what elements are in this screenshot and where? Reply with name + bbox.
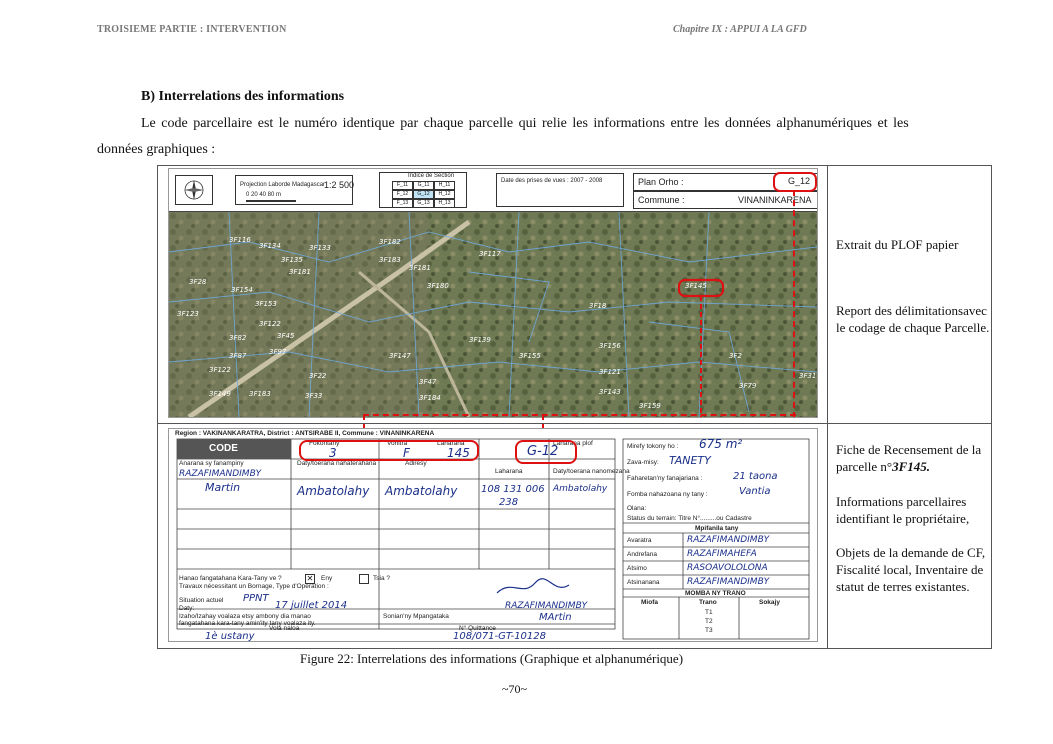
zava-label: Zava-misy: [627, 459, 659, 466]
atsinanana-label: Atsinanana [627, 579, 660, 586]
parcel-label: 3F182 [379, 238, 401, 246]
signer-name: RAZAFIMANDIMBY [505, 601, 588, 611]
parcel-label: 3F154 [231, 286, 253, 294]
cin-place: Ambatolahy [553, 484, 608, 494]
declaration-line-1: Izaho/Izahay voalaza etsy ambony dia manao [179, 613, 311, 620]
index-cell-g_13: G_13 [413, 199, 434, 208]
parcel-label: 3F145 [685, 282, 707, 290]
index-cell-g_11: G_11 [413, 181, 434, 190]
commune-value: VINANINKARENA [738, 195, 812, 205]
col-vohitra: Vohitra [387, 440, 408, 447]
parcel-label: 3F139 [469, 336, 491, 344]
val-planof: G-12 [527, 444, 559, 459]
t2-label: T2 [705, 618, 713, 625]
paragraph-line-2: données graphiques : [97, 142, 216, 157]
mirefy-value: 675 m² [699, 437, 743, 451]
parcel-label: 3F22 [309, 372, 327, 380]
index-cell-h_11: H_11 [434, 181, 455, 190]
date-label: Date des prises de vues : 2007 - 2008 [501, 178, 603, 184]
scalebar-label: 0 20 40 80 m [246, 192, 282, 198]
parcel-label: 3F153 [255, 300, 277, 308]
form-region-line: Region : VAKINANKARATRA, District : ANTSIRABE II, Commune : VINANINKARENA [175, 430, 435, 437]
side-label-extrait: Extrait du PLOF papier [836, 237, 959, 252]
code-highlight [299, 440, 479, 461]
atsimo-label: Atsimo [627, 565, 647, 572]
andrefana-value: RAZAFIMAHEFA [687, 549, 757, 559]
index-cell-f_12: F_12 [392, 190, 413, 199]
commune-label: Commune : [638, 195, 685, 205]
scalebar [246, 200, 296, 202]
parcel-label: 3F133 [309, 244, 331, 252]
connector-line [793, 190, 795, 418]
parcel-label: 3F180 [427, 282, 449, 290]
parcel-label: 3F121 [599, 368, 621, 376]
side-label-objets: Objets de la demande de CF, Fiscalité local, Inventaire de statut de terres existantes. [836, 545, 986, 594]
parcel-label: 3F122 [209, 366, 231, 374]
parcel-label: 3F156 [599, 342, 621, 350]
signature-scribble [493, 577, 573, 599]
parcel-label: 3F184 [419, 394, 441, 402]
parcel-label: 3F45 [277, 332, 295, 340]
aerial-photo [169, 212, 817, 417]
trano-label: Trano [699, 599, 717, 606]
plof-map-extract [168, 168, 818, 418]
cin-number-2: 238 [499, 497, 519, 508]
plof-code-highlight [515, 440, 577, 464]
daty-label-2: Daty: [179, 605, 195, 612]
owner-first-name: Martin [205, 481, 241, 494]
scale-box [235, 175, 353, 205]
sokajy-label: Sokajy [759, 599, 780, 606]
parcel-label: 3F28 [189, 278, 207, 286]
parcel-label: 3F122 [259, 320, 281, 328]
parcel-label: 3F149 [209, 390, 231, 398]
atsimo-value: RASOAVOLOLONA [687, 563, 768, 573]
situation-label: Situation actuel [179, 597, 224, 604]
cin-number: 108 131 006 [481, 484, 545, 495]
signature-label: Sonian'ny Mpangataka [383, 613, 449, 620]
vola-value: 1è ustany [205, 631, 255, 642]
laharana-label-2: Laharana [495, 468, 523, 475]
andrefana-label: Andrefana [627, 551, 657, 558]
val-vohitra: F [403, 446, 410, 460]
adiresy-label: Adiresy [405, 460, 427, 467]
side-label-fiche [836, 441, 996, 475]
plan-label: Plan Orho : [638, 177, 684, 187]
travaux-label: Travaux nécessitant un Bornage, Type d'Opération : [179, 583, 329, 590]
plan-g12-highlight [773, 172, 817, 192]
fomba-value: Vantia [739, 486, 771, 497]
situation-value: PPNT [243, 593, 269, 604]
avaratra-value: RAZAFIMANDIMBY [687, 535, 770, 545]
figure-divider-horizontal [158, 423, 991, 424]
index-title: Indice de Section [408, 173, 455, 179]
bornage-question: Hanao fangatahana Kara-Tany ve ? [179, 575, 282, 582]
header-left: TROISIEME PARTIE : INTERVENTION [97, 24, 287, 35]
birth-place: Ambatolahy [297, 484, 370, 498]
figure-table [157, 165, 992, 649]
section-index-box [379, 172, 467, 208]
parcel-label: 3F82 [229, 334, 247, 342]
section-title: B) Interrelations des informations [141, 89, 345, 104]
parcel-label: 3F134 [259, 242, 281, 250]
quittance-value: 108/071-GT-10128 [453, 631, 547, 642]
parcel-label: 3F18 [589, 302, 607, 310]
checkbox-tsia[interactable] [359, 574, 369, 584]
parcel-label: 3F87 [229, 352, 247, 360]
date-box [496, 173, 624, 207]
parcel-label: 3F31 [799, 372, 817, 380]
index-cell-f_11: F_11 [392, 181, 413, 190]
parcel-label: 3F33 [305, 392, 323, 400]
census-form [168, 428, 818, 642]
t1-label: T1 [705, 609, 713, 616]
olana-label: Olana: [627, 505, 647, 512]
connector-line-horizontal [363, 414, 796, 416]
col-laharana: Laharana [437, 440, 465, 447]
fahare-label: Faharetan'ny fanajariana : [627, 475, 703, 482]
datytoerana-label: Daty/toerana nanomezana [553, 468, 630, 475]
daty-label: Daty/toerana nahaterahana [297, 460, 377, 467]
side-label-infos: Informations parcellaires identifiant le propriétaire, [836, 494, 970, 526]
index-cell-f_13: F_13 [392, 199, 413, 208]
header-right: Chapitre IX : APPUI A LA GFD [673, 24, 807, 35]
checkbox-eny[interactable]: ✕ [306, 574, 314, 583]
quittance-label: N° Quittance [459, 625, 496, 632]
parcel-label: 3F159 [639, 402, 661, 410]
commune-box [633, 191, 818, 209]
fahare-value: 21 taona [733, 471, 778, 482]
daty-value: 17 juillet 2014 [275, 600, 348, 611]
parcel-label: 3F135 [281, 256, 303, 264]
col-planof: Laharana plof [553, 440, 593, 447]
compass-icon [176, 176, 212, 204]
parcel-label: 3F97 [269, 348, 287, 356]
parcel-label: 3F117 [479, 250, 501, 258]
index-cell-g_12: G_12 [413, 190, 434, 199]
page-number: ~70~ [502, 682, 527, 696]
declaration-line-2: fangatahana kara-tany amin'ity tany voalaza ity. [179, 620, 316, 627]
side-label-report: Report des délimitationsavec le codage de chaque Parcelle. [836, 303, 990, 335]
fomba-label: Fomba nahazoana ny tany : [627, 491, 708, 498]
parcel-label: 3F143 [599, 388, 621, 396]
parcel-label: 3F183 [379, 256, 401, 264]
parcel-label: 3F123 [177, 310, 199, 318]
plan-value: G_12 [788, 176, 811, 186]
vola-label: Vola naloa [269, 625, 300, 632]
atsinanana-value: RAZAFIMANDIMBY [687, 577, 770, 587]
north-arrow-box [175, 175, 213, 205]
val-laharana: 145 [447, 446, 470, 460]
address: Ambatolahy [385, 484, 458, 498]
eny-label: Eny [321, 575, 333, 582]
t3-label: T3 [705, 627, 713, 634]
avaratra-label: Avaratra [627, 537, 652, 544]
owner-name: RAZAFIMANDIMBY [179, 469, 262, 479]
col-fokontany: Fokontany [309, 440, 340, 447]
anarana-label: Anarana sy fanampiny [179, 460, 244, 467]
figure-caption: Figure 22: Interrelations des informations (Graphique et alphanumérique) [300, 651, 684, 666]
fiche-parcel-number: 3F145. [892, 459, 931, 474]
paragraph-line-1: Le code parcellaire est le numéro identique par chaque parcelle qui relie les informations entre les données alphanumériques et les [141, 116, 909, 131]
parcel-label: 3F181 [289, 268, 311, 276]
parcel-label: 3F116 [229, 236, 251, 244]
parcel-label: 3F155 [519, 352, 541, 360]
mpifanila-label: Mpifanila tany [695, 525, 739, 532]
index-cell-h_12: H_12 [434, 190, 455, 199]
parcel-label: 3F2 [729, 352, 742, 360]
status-label: Status du terrain: Titre N°.........ou Cadastre [627, 515, 752, 522]
parcel-label: 3F183 [249, 390, 271, 398]
code-label: CODE [209, 443, 238, 454]
parcel-label: 3F79 [739, 382, 757, 390]
index-cell-h_13: H_13 [434, 199, 455, 208]
momba-label: MOMBA NY TRANO [685, 590, 746, 597]
signer-first-name: MArtin [539, 612, 572, 623]
fiche-text: Fiche de Recensement de la parcelle n° [836, 442, 982, 474]
miofa-label: Miofa [641, 599, 658, 606]
tsia-label: Tsia ? [373, 575, 390, 582]
zava-value: TANETY [669, 454, 711, 467]
val-fokontany: 3 [329, 446, 337, 460]
mirefy-label: Mirefy tokony ho : [627, 443, 679, 450]
projection-label: Projection Laborde Madagascar [240, 182, 326, 188]
parcel-label: 3F147 [389, 352, 411, 360]
scale-value: 1:2 500 [324, 180, 355, 190]
parcel-label: 3F47 [419, 378, 437, 386]
parcel-label: 3F181 [409, 264, 431, 272]
figure-divider-vertical [827, 166, 828, 648]
map-cartouche [169, 169, 817, 212]
